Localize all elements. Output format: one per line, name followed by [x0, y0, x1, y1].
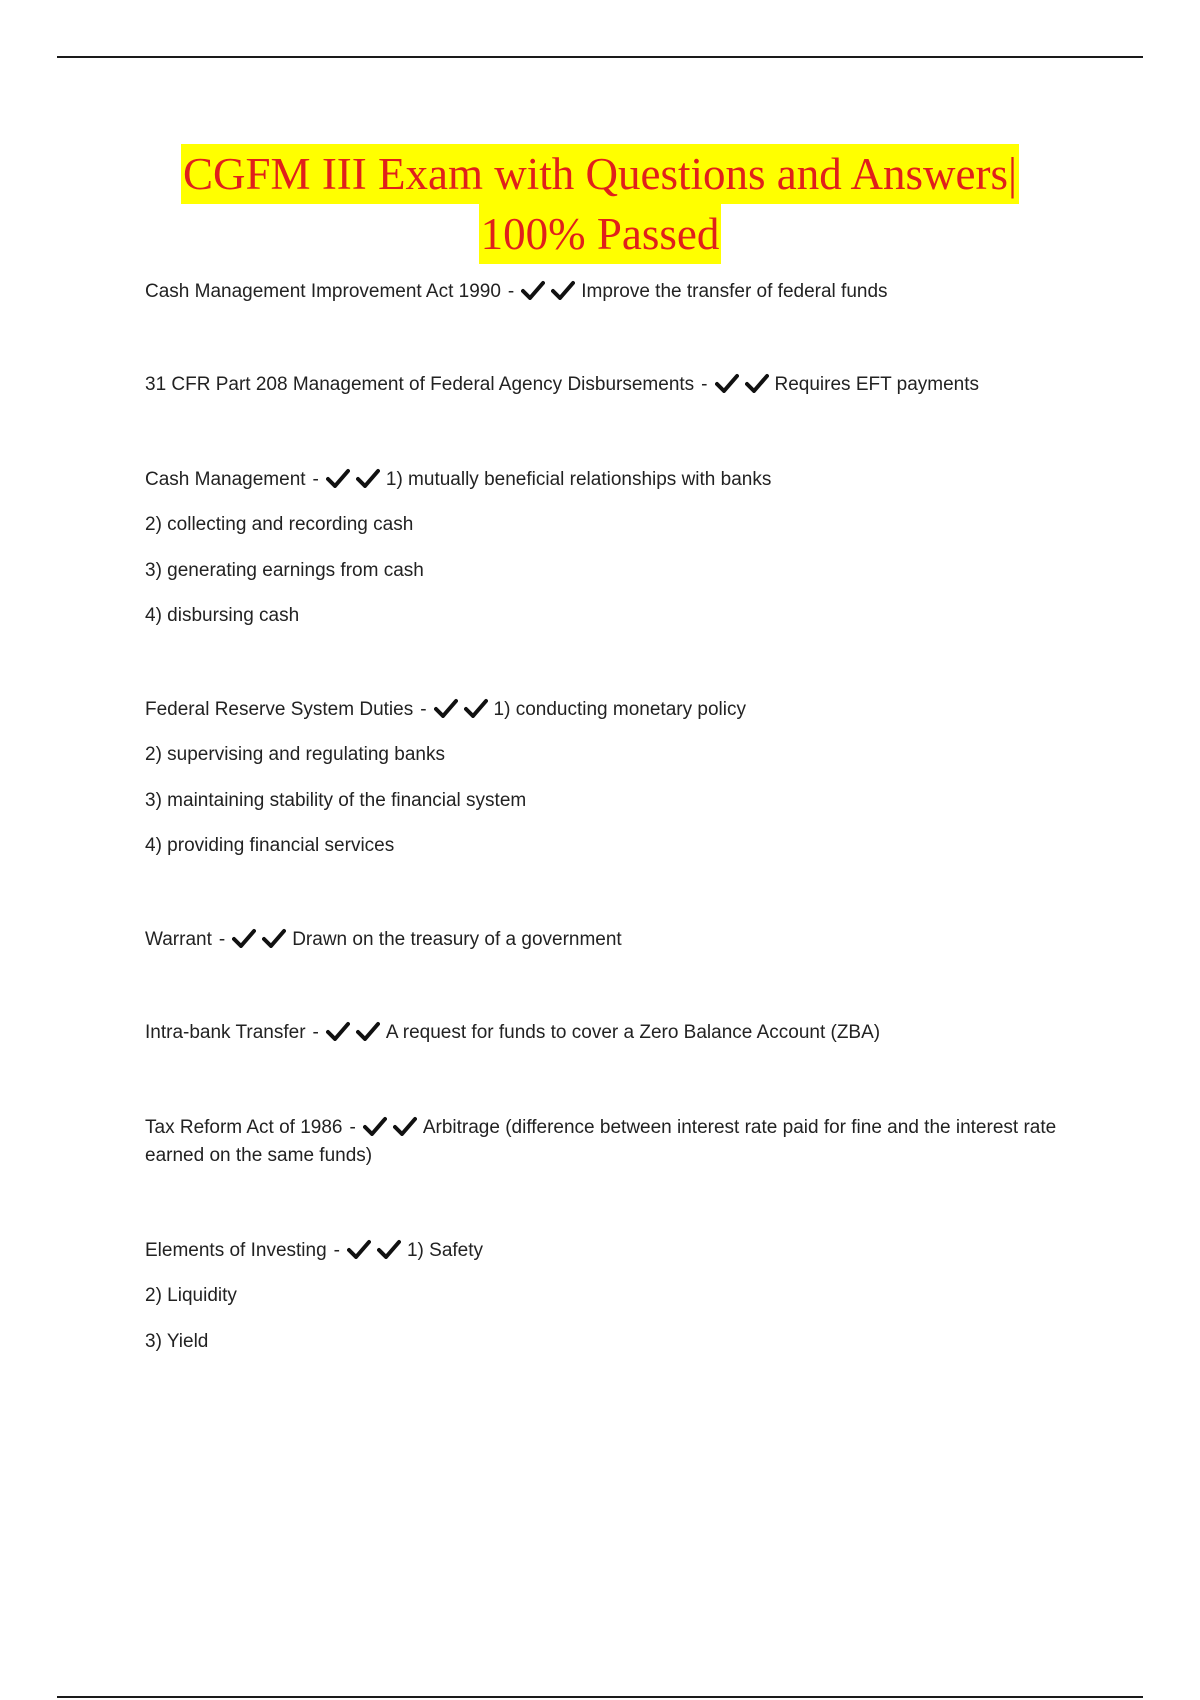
- qa-entry: [145, 1019, 1095, 1047]
- question-text: Cash Management: [145, 469, 306, 490]
- check-icon: [377, 1239, 401, 1259]
- check-icon: [356, 1021, 380, 1041]
- check-icon: [434, 698, 458, 718]
- qa-entry: [145, 926, 1095, 954]
- answer-text: Improve the transfer of federal funds: [581, 281, 888, 302]
- separator: -: [507, 281, 515, 302]
- check-icon: [347, 1239, 371, 1259]
- question-text: Federal Reserve System Duties: [145, 699, 414, 720]
- answer-text: 1) conducting monetary policy: [493, 699, 746, 720]
- qa-entry: [145, 1114, 1095, 1170]
- answer-continuation: 3) maintaining stability of the financial system: [145, 790, 527, 811]
- check-icon: [393, 1116, 417, 1136]
- check-icon: [232, 928, 256, 948]
- title-line-2: 100% Passed: [479, 204, 722, 264]
- check-icon: [363, 1116, 387, 1136]
- separator: -: [420, 699, 427, 720]
- question-text: Tax Reform Act of 1986: [145, 1117, 343, 1138]
- answer-continuation: 3) generating earnings from cash: [145, 560, 424, 581]
- question-text: 31 CFR Part 208 Management of Federal Agency Disbursements: [145, 374, 695, 395]
- answer-text: Requires EFT payments: [774, 374, 980, 395]
- question-text: Warrant: [145, 929, 212, 950]
- qa-entry: [145, 696, 1095, 724]
- separator: -: [701, 374, 708, 395]
- qa-entry: [145, 1237, 1095, 1265]
- check-icon: [715, 373, 739, 393]
- qa-entry: [145, 278, 1095, 306]
- qa-entry: [145, 466, 1095, 494]
- question-text: Cash Management Improvement Act 1990: [145, 281, 501, 302]
- check-icon: [464, 698, 488, 718]
- separator: -: [312, 1022, 319, 1043]
- answer-continuation: 3) Yield: [145, 1331, 209, 1352]
- separator: -: [349, 1117, 356, 1138]
- answer-text: Arbitrage (difference between interest rate paid for fine and the interest rate earned on the same funds): [145, 1117, 1057, 1166]
- answer-continuation: 4) disbursing cash: [145, 605, 300, 626]
- check-icon: [521, 280, 545, 300]
- separator: -: [218, 929, 226, 950]
- bottom-rule: [57, 1696, 1143, 1698]
- answer-continuation: 2) collecting and recording cash: [145, 514, 414, 535]
- check-icon: [745, 373, 769, 393]
- answer-continuation: 4) providing financial services: [145, 835, 395, 856]
- answer-text: A request for funds to cover a Zero Balance Account (ZBA): [385, 1022, 881, 1043]
- check-icon: [356, 468, 380, 488]
- top-rule: [57, 56, 1143, 58]
- qa-entry: [145, 371, 1095, 399]
- answer-text: Drawn on the treasury of a government: [292, 929, 622, 950]
- answer-text: 1) Safety: [406, 1240, 484, 1261]
- separator: -: [333, 1240, 340, 1261]
- check-icon: [551, 280, 575, 300]
- answer-continuation: 2) supervising and regulating banks: [145, 744, 445, 765]
- question-text: Elements of Investing: [145, 1240, 327, 1261]
- separator: -: [312, 469, 319, 490]
- check-icon: [326, 1021, 350, 1041]
- check-icon: [326, 468, 350, 488]
- question-text: Intra-bank Transfer: [145, 1022, 306, 1043]
- title-line-1: CGFM III Exam with Questions and Answers|: [181, 144, 1019, 204]
- answer-continuation: 2) Liquidity: [145, 1285, 237, 1306]
- answer-text: 1) mutually beneficial relationships with banks: [385, 469, 772, 490]
- document-title: [0, 144, 1200, 264]
- check-icon: [262, 928, 286, 948]
